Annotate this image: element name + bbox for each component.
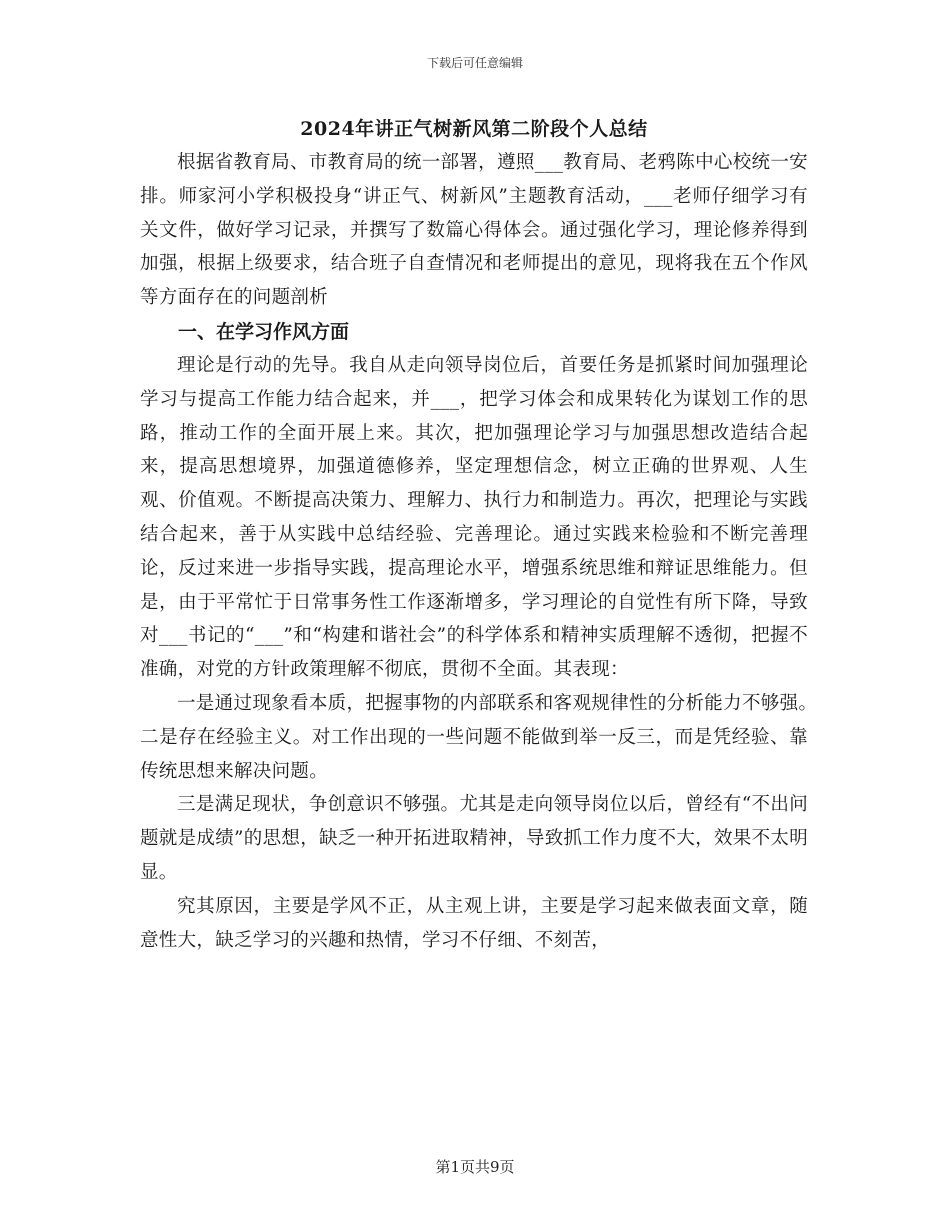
section1-paragraph-2: 一是通过现象看本质，把握事物的内部联系和客观规律性的分析能力不够强。 二是存在经验主义。对工作出现的一些问题不能做到举一反三，而是凭经验、靠传统思想来解决问题。: [140, 692, 827, 782]
page-header-note: 下载后可任意编辑: [426, 56, 523, 70]
section1-paragraph-4: 究其原因，主要是学风不正，从主观上讲，主要是学习起来做表面文章，随意性大，缺乏学习的兴趣和热情，学习不仔细、不刻苦，: [140, 895, 808, 951]
section-heading-study-style: 一、在学习作风方面: [178, 320, 350, 343]
page-number: 第1页共9页: [435, 1158, 515, 1176]
section1-paragraph-3: 三是满足现状，争创意识不够强。尤其是走向领导岗位以后，曾经有“不出问题就是成绩”的思想，缺乏一种开拓进取精神，导致抓工作力度不大，效果不太明显。: [140, 794, 808, 883]
document-body: [140, 112, 827, 957]
document-title: 2024年讲正气树新风第二阶段个人总结: [300, 118, 648, 140]
intro-paragraph: 根据省教育局、市教育局的统一部署，遵照___教育局、老鸦陈中心校统一安排。师家河小学积极投身“讲正气、树新风”主题教育活动，___老师仔细学习有关文件，做好学习记录，并撰写了数篇心得体会。通过强化学习，理论修养得到加强，根据上级要求，结合班子自查情况和老师提出的意见，现将我在五个作风等方面存在的问题剖析: [140, 152, 808, 309]
section1-paragraph-1: 理论是行动的先导。我自从走向领导岗位后，首要任务是抓紧时间加强理论学习与提高工作能力结合起来，并___，把学习体会和成果转化为谋划工作的思路，推动工作的全面开展上来。其次，把加强理论学习与加强思想改造结合起来，提高思想境界，加强道德修养，坚定理想信念，树立正确的世界观、人生观、价值观。不断提高决策力、理解力、执行力和制造力。再次，把理论与实践结合起来，善于从实践中总结经验、完善理论。通过实践来检验和不断完善理论，反过来进一步指导实践，提高理论水平，增强系统思维和辩证思维能力。但是，由于平常忙于日常事务性工作逐渐增多，学习理论的自觉性有所下降，导致对___书记的“___”和“构建和谐社会”的科学体系和精神实质理解不透彻，把握不准确，对党的方针政策理解不彻底，贯彻不全面。其表现：: [140, 354, 808, 681]
